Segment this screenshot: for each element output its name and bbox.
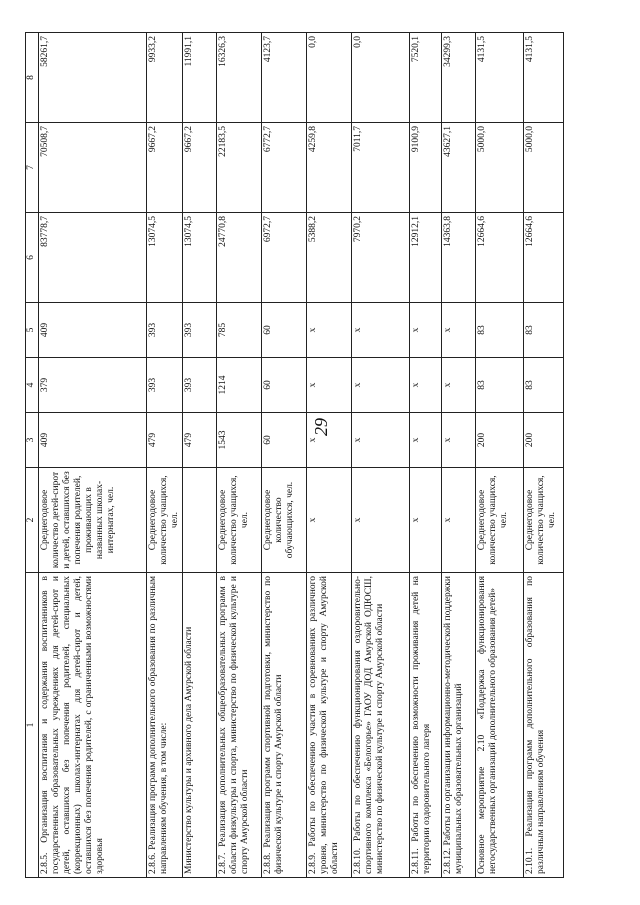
value-col4: x bbox=[351, 358, 409, 413]
row-unit: Среднегодовое количество обучающихся, чел. bbox=[261, 468, 306, 573]
table-row bbox=[441, 33, 475, 878]
value-col7: 9667,2 bbox=[147, 123, 183, 213]
value-col6: 7970,2 bbox=[351, 213, 409, 303]
header-cell: 1 bbox=[26, 573, 39, 878]
row-unit: x bbox=[441, 468, 475, 573]
value-col3: x bbox=[351, 413, 409, 468]
value-col6: 12664,6 bbox=[523, 213, 563, 303]
value-col6: 13074,5 bbox=[182, 213, 216, 303]
value-col6: 14363,8 bbox=[441, 213, 475, 303]
value-col7: 70508,7 bbox=[39, 123, 147, 213]
row-description: 2.10.1. Реализация программ дополнительного образования по различным направлениям обучения bbox=[523, 573, 563, 878]
value-col5: 83 bbox=[475, 303, 523, 358]
page-number: 29 bbox=[311, 418, 331, 436]
value-col3: x bbox=[409, 413, 441, 468]
value-col4: 393 bbox=[147, 358, 183, 413]
budget-table bbox=[25, 32, 564, 878]
value-col5: 60 bbox=[261, 303, 306, 358]
row-unit: x bbox=[306, 468, 351, 573]
value-col7: 5000,0 bbox=[523, 123, 563, 213]
row-description: 2.8.7. Реализация дополнительных общеобразовательных программ в области физкультуры и спорта, министерство по физической культуре и спорту Амурской области bbox=[216, 573, 261, 878]
value-col7: 43627,1 bbox=[441, 123, 475, 213]
value-col6: 12664,6 bbox=[475, 213, 523, 303]
row-unit: Среднегодовое количество учащихся, чел. bbox=[147, 468, 183, 573]
value-col5: x bbox=[441, 303, 475, 358]
row-unit: x bbox=[409, 468, 441, 573]
value-col5: 409 bbox=[39, 303, 147, 358]
table-row bbox=[306, 33, 351, 878]
row-unit: Среднегодовое количество учащихся, чел. bbox=[523, 468, 563, 573]
value-col3: x bbox=[441, 413, 475, 468]
value-col4: x bbox=[441, 358, 475, 413]
value-col8: 7520,1 bbox=[409, 33, 441, 123]
value-col8: 4131,5 bbox=[523, 33, 563, 123]
row-description: 2.8.5. Организация воспитания и содержания воспитанников в государственных образовательных учреждениях для детей-сирот и детей, оставшихся без попечения родителей, специальных (коррекционных) школах-интернатах для детей-сирот и детей, оставшихся без попечения родителей, с ограниченными возможностями здоровья bbox=[39, 573, 147, 878]
row-description: 2.8.11. Работы по обеспечению возможности проживания детей на территории оздоровительного лагеря bbox=[409, 573, 441, 878]
value-col7: 9100,9 bbox=[409, 123, 441, 213]
value-col3: 409 bbox=[39, 413, 147, 468]
value-col3: 200 bbox=[475, 413, 523, 468]
table-row bbox=[261, 33, 306, 878]
header-cell: 4 bbox=[26, 358, 39, 413]
value-col8: 0,0 bbox=[351, 33, 409, 123]
row-unit: x bbox=[351, 468, 409, 573]
row-description: 2.8.10. Работы по обеспечению функционирования оздоровительно-спортивного комплекса «Белогорье» ГАОУ ДОД Амурской ОДЮСШ, министерство по физической культуре и спорту Амурской области bbox=[351, 573, 409, 878]
value-col5: x bbox=[409, 303, 441, 358]
header-cell: 6 bbox=[26, 213, 39, 303]
table-row bbox=[39, 33, 147, 878]
value-col8: 58261,7 bbox=[39, 33, 147, 123]
value-col4: 83 bbox=[523, 358, 563, 413]
value-col3: 60 bbox=[261, 413, 306, 468]
value-col3: 479 bbox=[182, 413, 216, 468]
value-col6: 13074,5 bbox=[147, 213, 183, 303]
value-col8: 0,0 bbox=[306, 33, 351, 123]
value-col4: 379 bbox=[39, 358, 147, 413]
value-col4: 83 bbox=[475, 358, 523, 413]
value-col4: 60 bbox=[261, 358, 306, 413]
row-unit: Среднегодовое количество детей-сирот и детей, оставшихся без попечения родителей, проживающих в названных школах-интернатах, чел. bbox=[39, 468, 147, 573]
value-col6: 12912,1 bbox=[409, 213, 441, 303]
value-col5: x bbox=[306, 303, 351, 358]
value-col7: 4259,8 bbox=[306, 123, 351, 213]
table-row bbox=[147, 33, 183, 878]
row-description: 2.8.9. Работы по обеспечению участия в соревнованиях различного уровня, министерство по физической культуре и спорту Амурской области bbox=[306, 573, 351, 878]
row-description: 2.8.8. Реализация программ спортивной подготовки, министерство по физической культуре и спорту Амурской области bbox=[261, 573, 306, 878]
value-col3: 1543 bbox=[216, 413, 261, 468]
header-cell: 5 bbox=[26, 303, 39, 358]
value-col8: 11991,1 bbox=[182, 33, 216, 123]
header-cell: 7 bbox=[26, 123, 39, 213]
value-col8: 16326,3 bbox=[216, 33, 261, 123]
value-col5: 83 bbox=[523, 303, 563, 358]
value-col8: 9933,2 bbox=[147, 33, 183, 123]
value-col4: x bbox=[409, 358, 441, 413]
value-col5: 393 bbox=[182, 303, 216, 358]
value-col3: 479 bbox=[147, 413, 183, 468]
value-col6: 6972,7 bbox=[261, 213, 306, 303]
row-description: Основное мероприятие 2.10 «Поддержка функционирования негосударственных организаций дополнительного образования детей» bbox=[475, 573, 523, 878]
row-unit bbox=[182, 468, 216, 573]
row-description: 2.8.6. Реализация программ дополнительного образования по различным направлениям обучения, в том числе: bbox=[147, 573, 183, 878]
value-col3: 200 bbox=[523, 413, 563, 468]
value-col5: 785 bbox=[216, 303, 261, 358]
header-cell: 2 bbox=[26, 468, 39, 573]
value-col5: x bbox=[351, 303, 409, 358]
table-row bbox=[409, 33, 441, 878]
rotated-table-container bbox=[25, 33, 591, 878]
value-col6: 24770,8 bbox=[216, 213, 261, 303]
row-unit: Среднегодовое количество учащихся, чел. bbox=[216, 468, 261, 573]
value-col4: 1214 bbox=[216, 358, 261, 413]
row-description: Министерство культуры и архивного дела Амурской области bbox=[182, 573, 216, 878]
header-cell: 8 bbox=[26, 33, 39, 123]
value-col7: 22183,5 bbox=[216, 123, 261, 213]
row-description: 2.8.12. Работы по организации информационно-методической поддержки муниципальных образовательных организаций bbox=[441, 573, 475, 878]
value-col5: 393 bbox=[147, 303, 183, 358]
value-col3: x bbox=[306, 413, 351, 468]
row-unit: Среднегодовое количество учащихся, чел. bbox=[475, 468, 523, 573]
value-col8: 4131,5 bbox=[475, 33, 523, 123]
value-col8: 4123,7 bbox=[261, 33, 306, 123]
table-row bbox=[475, 33, 523, 878]
value-col7: 9667,2 bbox=[182, 123, 216, 213]
value-col7: 7011,7 bbox=[351, 123, 409, 213]
value-col4: x bbox=[306, 358, 351, 413]
table-row bbox=[182, 33, 216, 878]
value-col7: 6772,7 bbox=[261, 123, 306, 213]
value-col6: 5388,2 bbox=[306, 213, 351, 303]
value-col7: 5000,0 bbox=[475, 123, 523, 213]
value-col6: 83778,7 bbox=[39, 213, 147, 303]
table-row bbox=[216, 33, 261, 878]
table-row bbox=[351, 33, 409, 878]
table-header-row bbox=[26, 33, 39, 878]
table-row bbox=[523, 33, 563, 878]
header-cell: 3 bbox=[26, 413, 39, 468]
value-col8: 34299,3 bbox=[441, 33, 475, 123]
value-col4: 393 bbox=[182, 358, 216, 413]
